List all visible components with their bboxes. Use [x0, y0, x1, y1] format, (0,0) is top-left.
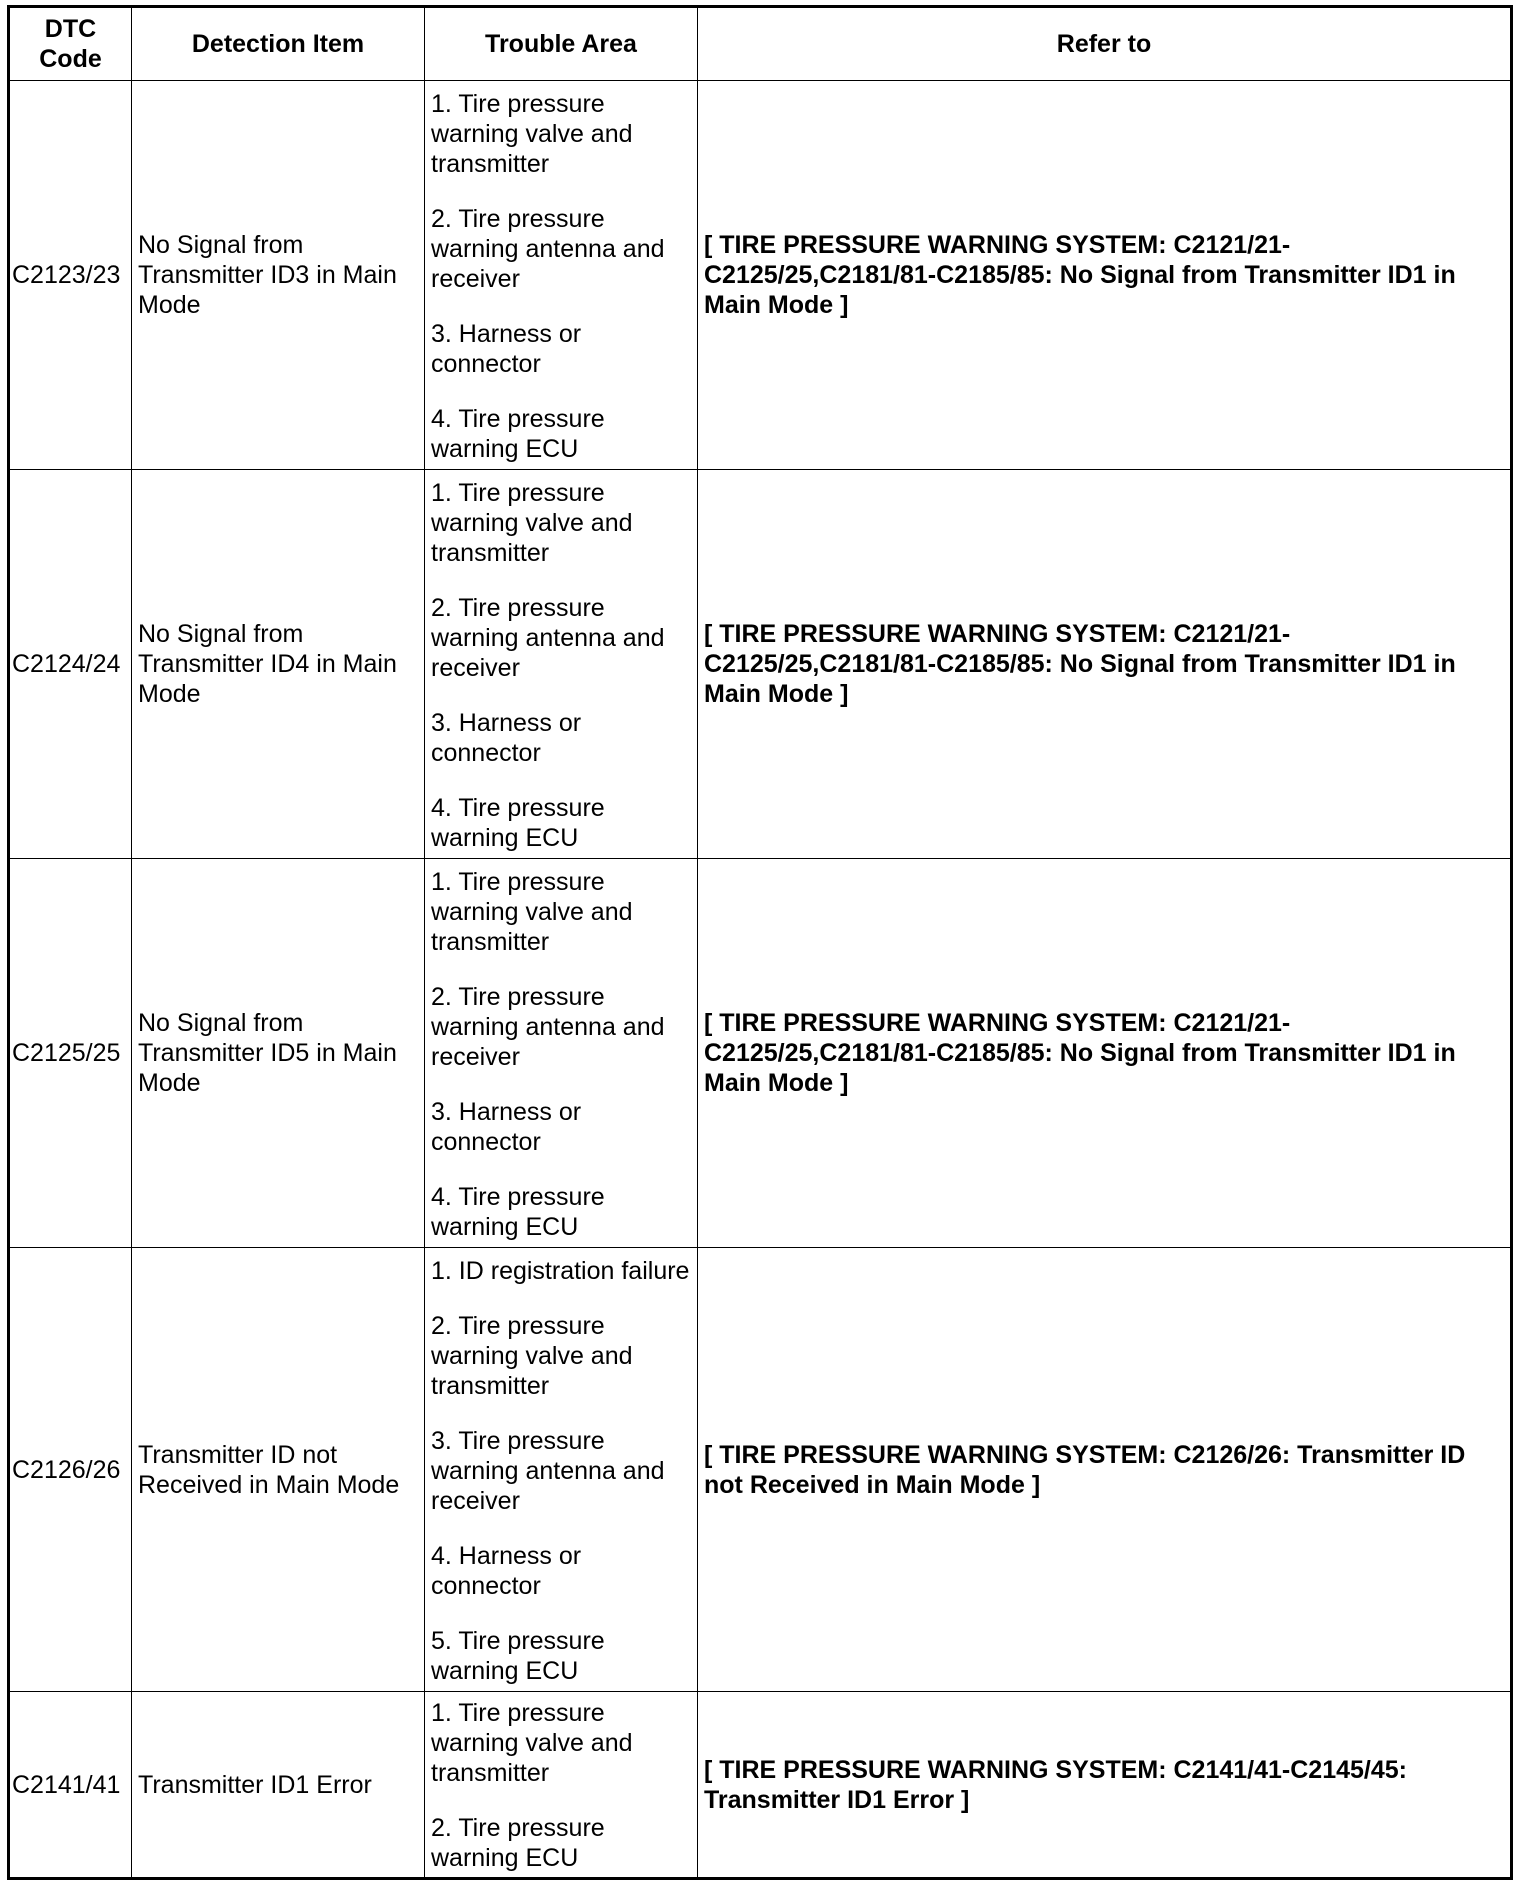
trouble-area-item: 3. Harness or connector [431, 319, 582, 378]
detection-item-cell: Transmitter ID1 Error [132, 1692, 425, 1879]
trouble-area-item: 4. Harness or connector [431, 1541, 582, 1600]
table-row [9, 1248, 1512, 1692]
detection-item-cell: No Signal from Transmitter ID5 in Main Mode [132, 859, 425, 1248]
refer-to-link[interactable]: [ TIRE PRESSURE WARNING SYSTEM: C2126/26: Transmitter ID not Received in Main Mode ] [698, 1248, 1512, 1692]
refer-to-link[interactable]: [ TIRE PRESSURE WARNING SYSTEM: C2121/21-C2125/25,C2181/81-C2185/85: No Signal from Transmitter ID1 in Main Mode ] [698, 859, 1512, 1248]
trouble-area-item: 3. Harness or connector [431, 708, 582, 767]
trouble-area-item: 4. Tire pressure warning ECU [431, 793, 605, 852]
table-row [9, 81, 1512, 470]
trouble-area-item: 1. Tire pressure warning valve and transmitter [431, 89, 633, 178]
header-detection-item: Detection Item [132, 7, 425, 81]
dtc-table [7, 5, 1513, 1880]
dtc-code-cell: C2125/25 [9, 859, 132, 1248]
trouble-area-cell [425, 859, 698, 1248]
header-trouble-area: Trouble Area [425, 7, 698, 81]
table-row [9, 859, 1512, 1248]
trouble-area-item: 5. Tire pressure warning ECU [431, 1626, 605, 1685]
trouble-area-cell [425, 470, 698, 859]
trouble-area-item: 2. Tire pressure warning valve and transmitter [431, 1311, 633, 1400]
trouble-area-item: 2. Tire pressure warning antenna and receiver [431, 204, 665, 293]
trouble-area-item: 1. ID registration failure [431, 1256, 690, 1285]
trouble-area-cell [425, 1692, 698, 1879]
detection-item-cell: No Signal from Transmitter ID4 in Main Mode [132, 470, 425, 859]
header-dtc-code: DTC Code [9, 7, 132, 81]
trouble-area-item: 1. Tire pressure warning valve and transmitter [431, 478, 633, 567]
trouble-area-item: 2. Tire pressure warning antenna and receiver [431, 593, 665, 682]
refer-to-link[interactable]: [ TIRE PRESSURE WARNING SYSTEM: C2141/41-C2145/45: Transmitter ID1 Error ] [698, 1692, 1512, 1879]
table-header-row [9, 7, 1512, 81]
trouble-area-item: 4. Tire pressure warning ECU [431, 1182, 605, 1241]
header-refer-to: Refer to [698, 7, 1512, 81]
trouble-area-item: 1. Tire pressure warning valve and transmitter [431, 867, 633, 956]
trouble-area-item: 3. Tire pressure warning antenna and receiver [431, 1426, 665, 1515]
trouble-area-item: 3. Harness or connector [431, 1097, 582, 1156]
refer-to-link[interactable]: [ TIRE PRESSURE WARNING SYSTEM: C2121/21-C2125/25,C2181/81-C2185/85: No Signal from Transmitter ID1 in Main Mode ] [698, 470, 1512, 859]
table-row [9, 1692, 1512, 1879]
trouble-area-item: 2. Tire pressure warning ECU [431, 1814, 605, 1872]
dtc-code-cell: C2124/24 [9, 470, 132, 859]
trouble-area-item: 4. Tire pressure warning ECU [431, 404, 605, 463]
dtc-code-cell: C2126/26 [9, 1248, 132, 1692]
table-row [9, 470, 1512, 859]
trouble-area-item: 2. Tire pressure warning antenna and receiver [431, 982, 665, 1071]
dtc-code-cell: C2141/41 [9, 1692, 132, 1879]
trouble-area-cell [425, 1248, 698, 1692]
trouble-area-cell [425, 81, 698, 470]
trouble-area-item: 1. Tire pressure warning valve and transmitter [431, 1699, 633, 1787]
detection-item-cell: No Signal from Transmitter ID3 in Main Mode [132, 81, 425, 470]
detection-item-cell: Transmitter ID not Received in Main Mode [132, 1248, 425, 1692]
dtc-code-cell: C2123/23 [9, 81, 132, 470]
refer-to-link[interactable]: [ TIRE PRESSURE WARNING SYSTEM: C2121/21-C2125/25,C2181/81-C2185/85: No Signal from Transmitter ID1 in Main Mode ] [698, 81, 1512, 470]
